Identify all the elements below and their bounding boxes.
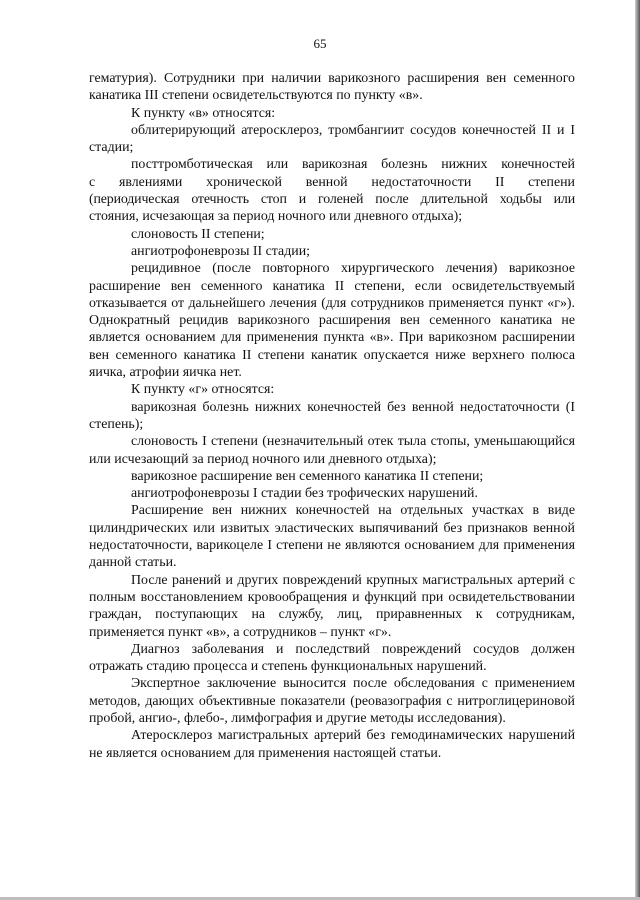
expert-conclusion-paragraph: Экспертное заключение выносится после обследования с применением методов, дающих объективные показатели (реовазография с нитроглицериновой пробой, ангио-, флебо-, лимфография и другие методы исследования).	[89, 676, 575, 726]
point-v-item-1: облитерирующий атеросклероз, тромбангиит сосудов конечностей II и I стадии;	[89, 122, 575, 156]
point-v-item-2-line-4: стояния, исчезающая за период ночного или дневного отдыха);	[89, 209, 463, 225]
point-v-heading: К пункту «в» относятся:	[131, 105, 276, 121]
atherosclerosis-paragraph: Атеросклероз магистральных артерий без гемодинамических нарушений не является основанием для применения настоящей статьи.	[89, 728, 575, 761]
point-g-item-1: варикозная болезнь нижних конечностей без венной недостаточности (I степень);	[89, 399, 575, 432]
point-g-heading: К пункту «г» относятся:	[131, 382, 275, 398]
point-g-item-2: слоновость I степени (незначительный отек тыла стопы, уменьшающийся или исчезающий за период ночного или дневного отдыха);	[89, 434, 575, 467]
intro-paragraph: гематурия). Сотрудники при наличии варикозного расширения вен семенного канатика III степени освидетельствуются по пункту «в».	[89, 71, 575, 104]
point-v-item-3: слоновость II степени;	[131, 226, 265, 242]
point-v-item-2-line-3: (периодическая отечность стоп и голеней после длительной ходьбы или	[89, 192, 575, 208]
point-v-item-2-line-1: посттромботическая или варикозная болезнь нижних конечностей	[131, 157, 575, 173]
point-v-item-5: рецидивное (после повторного хирургического лечения) варикозное расширение вен семенного канатика II степени, если освидетельствуемый отказывается от дальнейшего лечения (для сотрудников применяется пункт «г»). Однократный рецидив варикозного расширения вен семенного канатика не является основанием для применения пункта «в». При варикозном расширении вен семенного канатика II степени канатик опускается ниже верхнего полюса яичка, атрофии яичка нет.	[89, 261, 575, 381]
point-v-item-2	[89, 156, 575, 225]
document-body	[89, 70, 575, 762]
point-v-item-4: ангиотрофоневрозы II стадии;	[131, 243, 310, 259]
point-g-item-4: ангиотрофоневрозы I стадии без трофических нарушений.	[131, 486, 478, 502]
injuries-paragraph: После ранений и других повреждений крупных магистральных артерий с полным восстановлением кровообращения и функций при освидетельствовании граждан, поступающих на службу, лиц, приравненных к сотрудникам, применяется пункт «в», а сотрудников – пункт «г».	[89, 572, 575, 640]
veins-paragraph: Расширение вен нижних конечностей на отдельных участках в виде цилиндрических или извитых эластических выпячиваний без признаков венной недостаточности, варикоцеле I степени не являются основанием для применения данной статьи.	[89, 503, 575, 571]
scan-right-edge	[635, 0, 640, 900]
page-number: 65	[313, 36, 327, 51]
diagnosis-paragraph: Диагноз заболевания и последствий повреждений сосудов должен отражать стадию процесса и степень функциональных нарушений.	[89, 641, 575, 675]
point-v-item-2-line-2: с явлениями хронической венной недостаточности II степени	[89, 174, 575, 190]
point-g-item-3: варикозное расширение вен семенного канатика II степени;	[131, 468, 484, 484]
